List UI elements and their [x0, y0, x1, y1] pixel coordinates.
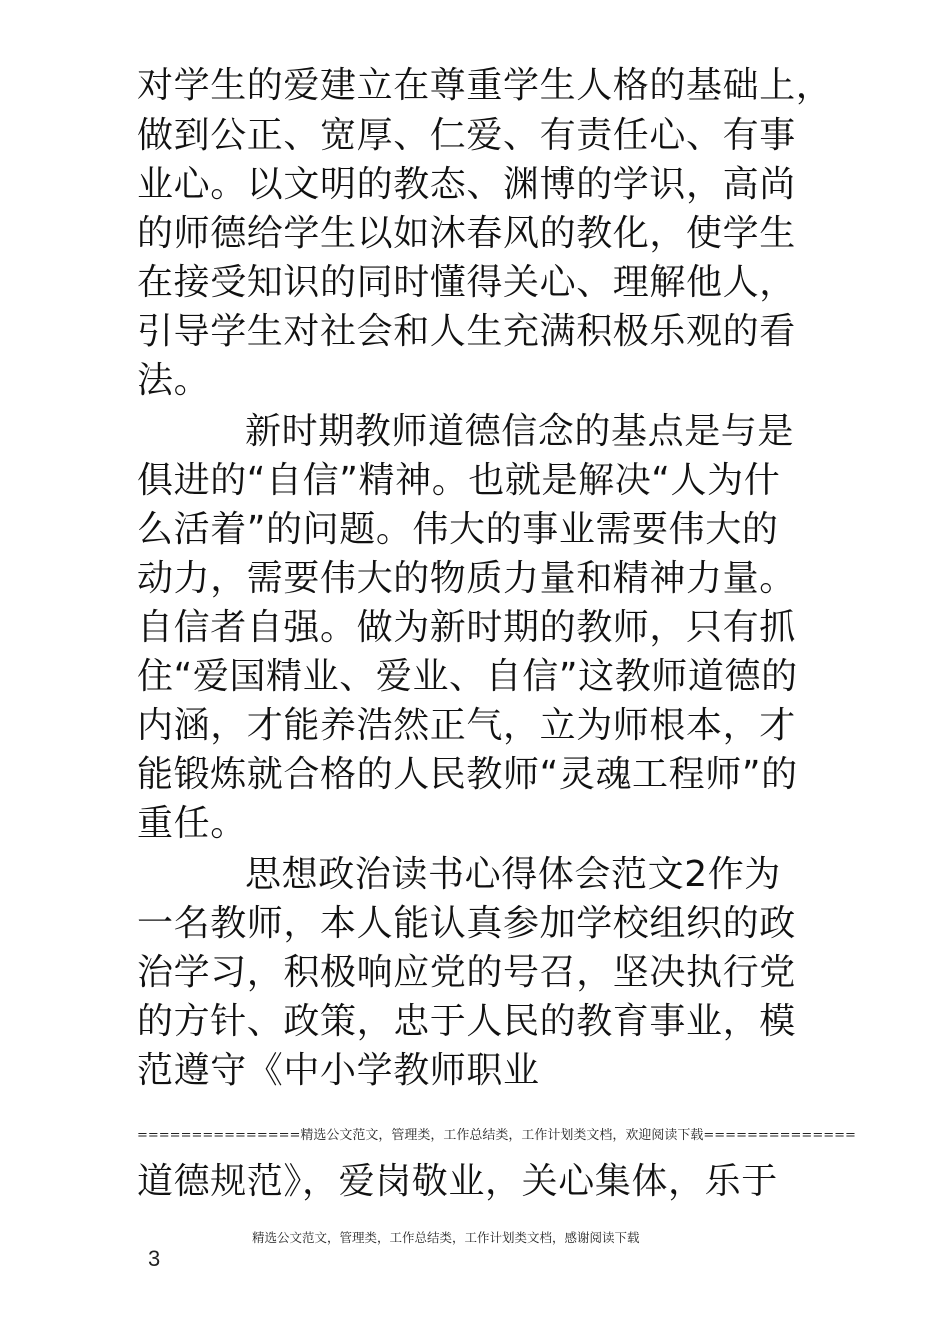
continuation-text-line: 道德规范》，爱岗敬业，关心集体，乐于 — [137, 1161, 778, 1202]
body-text-line: 俱进的“自信”精神。也就是解决“人为什 — [137, 460, 781, 501]
body-text-line: 在接受知识的同时懂得关心、理解他人， — [137, 262, 796, 303]
body-text-line: 么活着”的问题。伟大的事业需要伟大的 — [137, 509, 779, 550]
body-text-line: 的方针、政策，忠于人民的教育事业，模 — [137, 1001, 796, 1042]
body-text-line: 法。 — [137, 360, 211, 401]
body-text-line: 治学习，积极响应党的号召，坚决执行党 — [137, 952, 796, 993]
page-separator-banner: ===============精选公文范文，管理类，工作总结类，工作计划类文档，欢迎阅读下载============== — [137, 1128, 856, 1143]
body-text-line: 范遵守《中小学教师职业 — [137, 1050, 540, 1091]
paragraph-start-line: 思想政治读书心得体会范文2作为 — [245, 854, 781, 895]
body-text-line: 能锻炼就合格的人民教师“灵魂工程师”的 — [137, 754, 798, 795]
page-number: 3 — [148, 1246, 161, 1271]
body-text-line: 的师德给学生以如沐春风的教化，使学生 — [137, 213, 796, 254]
body-text-line: 内涵，才能养浩然正气，立为师根本，才 — [137, 705, 796, 746]
body-text-line: 一名教师，本人能认真参加学校组织的政 — [137, 903, 796, 944]
body-text-line: 动力，需要伟大的物质力量和精神力量。 — [137, 558, 796, 599]
body-text-line: 住“爱国精业、爱业、自信”这教师道德的 — [137, 656, 798, 697]
body-text-line: 对学生的爱建立在尊重学生人格的基础上， — [137, 65, 833, 106]
paragraph-start-line: 新时期教师道德信念的基点是与是 — [245, 411, 795, 452]
body-text-line: 业心。以文明的教态、渊博的学识，高尚 — [137, 164, 796, 205]
body-text-line: 自信者自强。做为新时期的教师，只有抓 — [137, 607, 796, 648]
footer-note: 精选公文范文，管理类，工作总结类，工作计划类文档，感谢阅读下载 — [252, 1230, 640, 1245]
body-text-line: 做到公正、宽厚、仁爱、有责任心、有事 — [137, 115, 796, 156]
body-text-line: 重任。 — [137, 803, 247, 844]
body-text-line: 引导学生对社会和人生充满积极乐观的看 — [137, 311, 796, 352]
